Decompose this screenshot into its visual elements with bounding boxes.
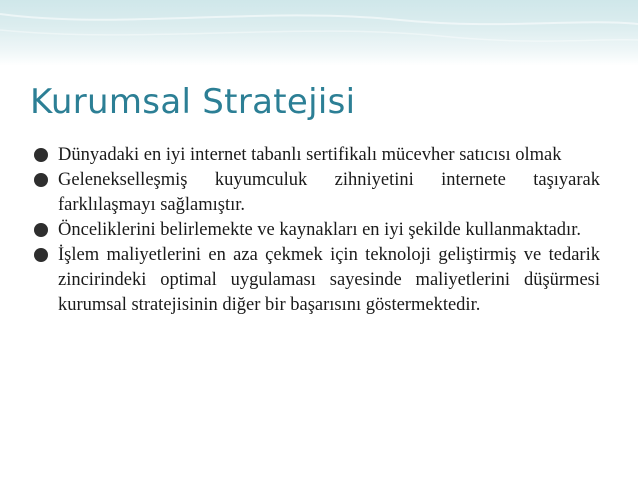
bullet-dot-icon bbox=[34, 173, 48, 187]
header-wave-decoration bbox=[0, 0, 638, 66]
bullet-text: Önceliklerini belirlemekte ve kaynakları en iyi şekilde kullanmaktadır. bbox=[58, 220, 581, 240]
bullet-text: Gelenekselleşmiş kuyumculuk zihniyetini internete taşıyarak farklılaşmayı sağlamıştır. bbox=[58, 170, 600, 215]
bullet-item bbox=[34, 243, 600, 318]
bullet-dot-icon bbox=[34, 248, 48, 262]
bullet-text: İşlem maliyetlerini en aza çekmek için teknoloji geliştirmiş ve tedarik zincirindeki optimal uygulaması sayesinde maliyetlerini düşürmesi kurumsal stratejisinin diğer bir başarısını göstermektedir. bbox=[58, 245, 600, 315]
bullet-item bbox=[34, 218, 600, 243]
bullet-dot-icon bbox=[34, 148, 48, 162]
slide-title: Kurumsal Stratejisi bbox=[30, 82, 356, 122]
bullet-item bbox=[34, 168, 600, 218]
bullet-text: Dünyadaki en iyi internet tabanlı sertifikalı mücevher satıcısı olmak bbox=[58, 145, 562, 165]
bullet-item bbox=[34, 143, 600, 168]
bullet-dot-icon bbox=[34, 223, 48, 237]
bullet-list bbox=[34, 143, 600, 318]
